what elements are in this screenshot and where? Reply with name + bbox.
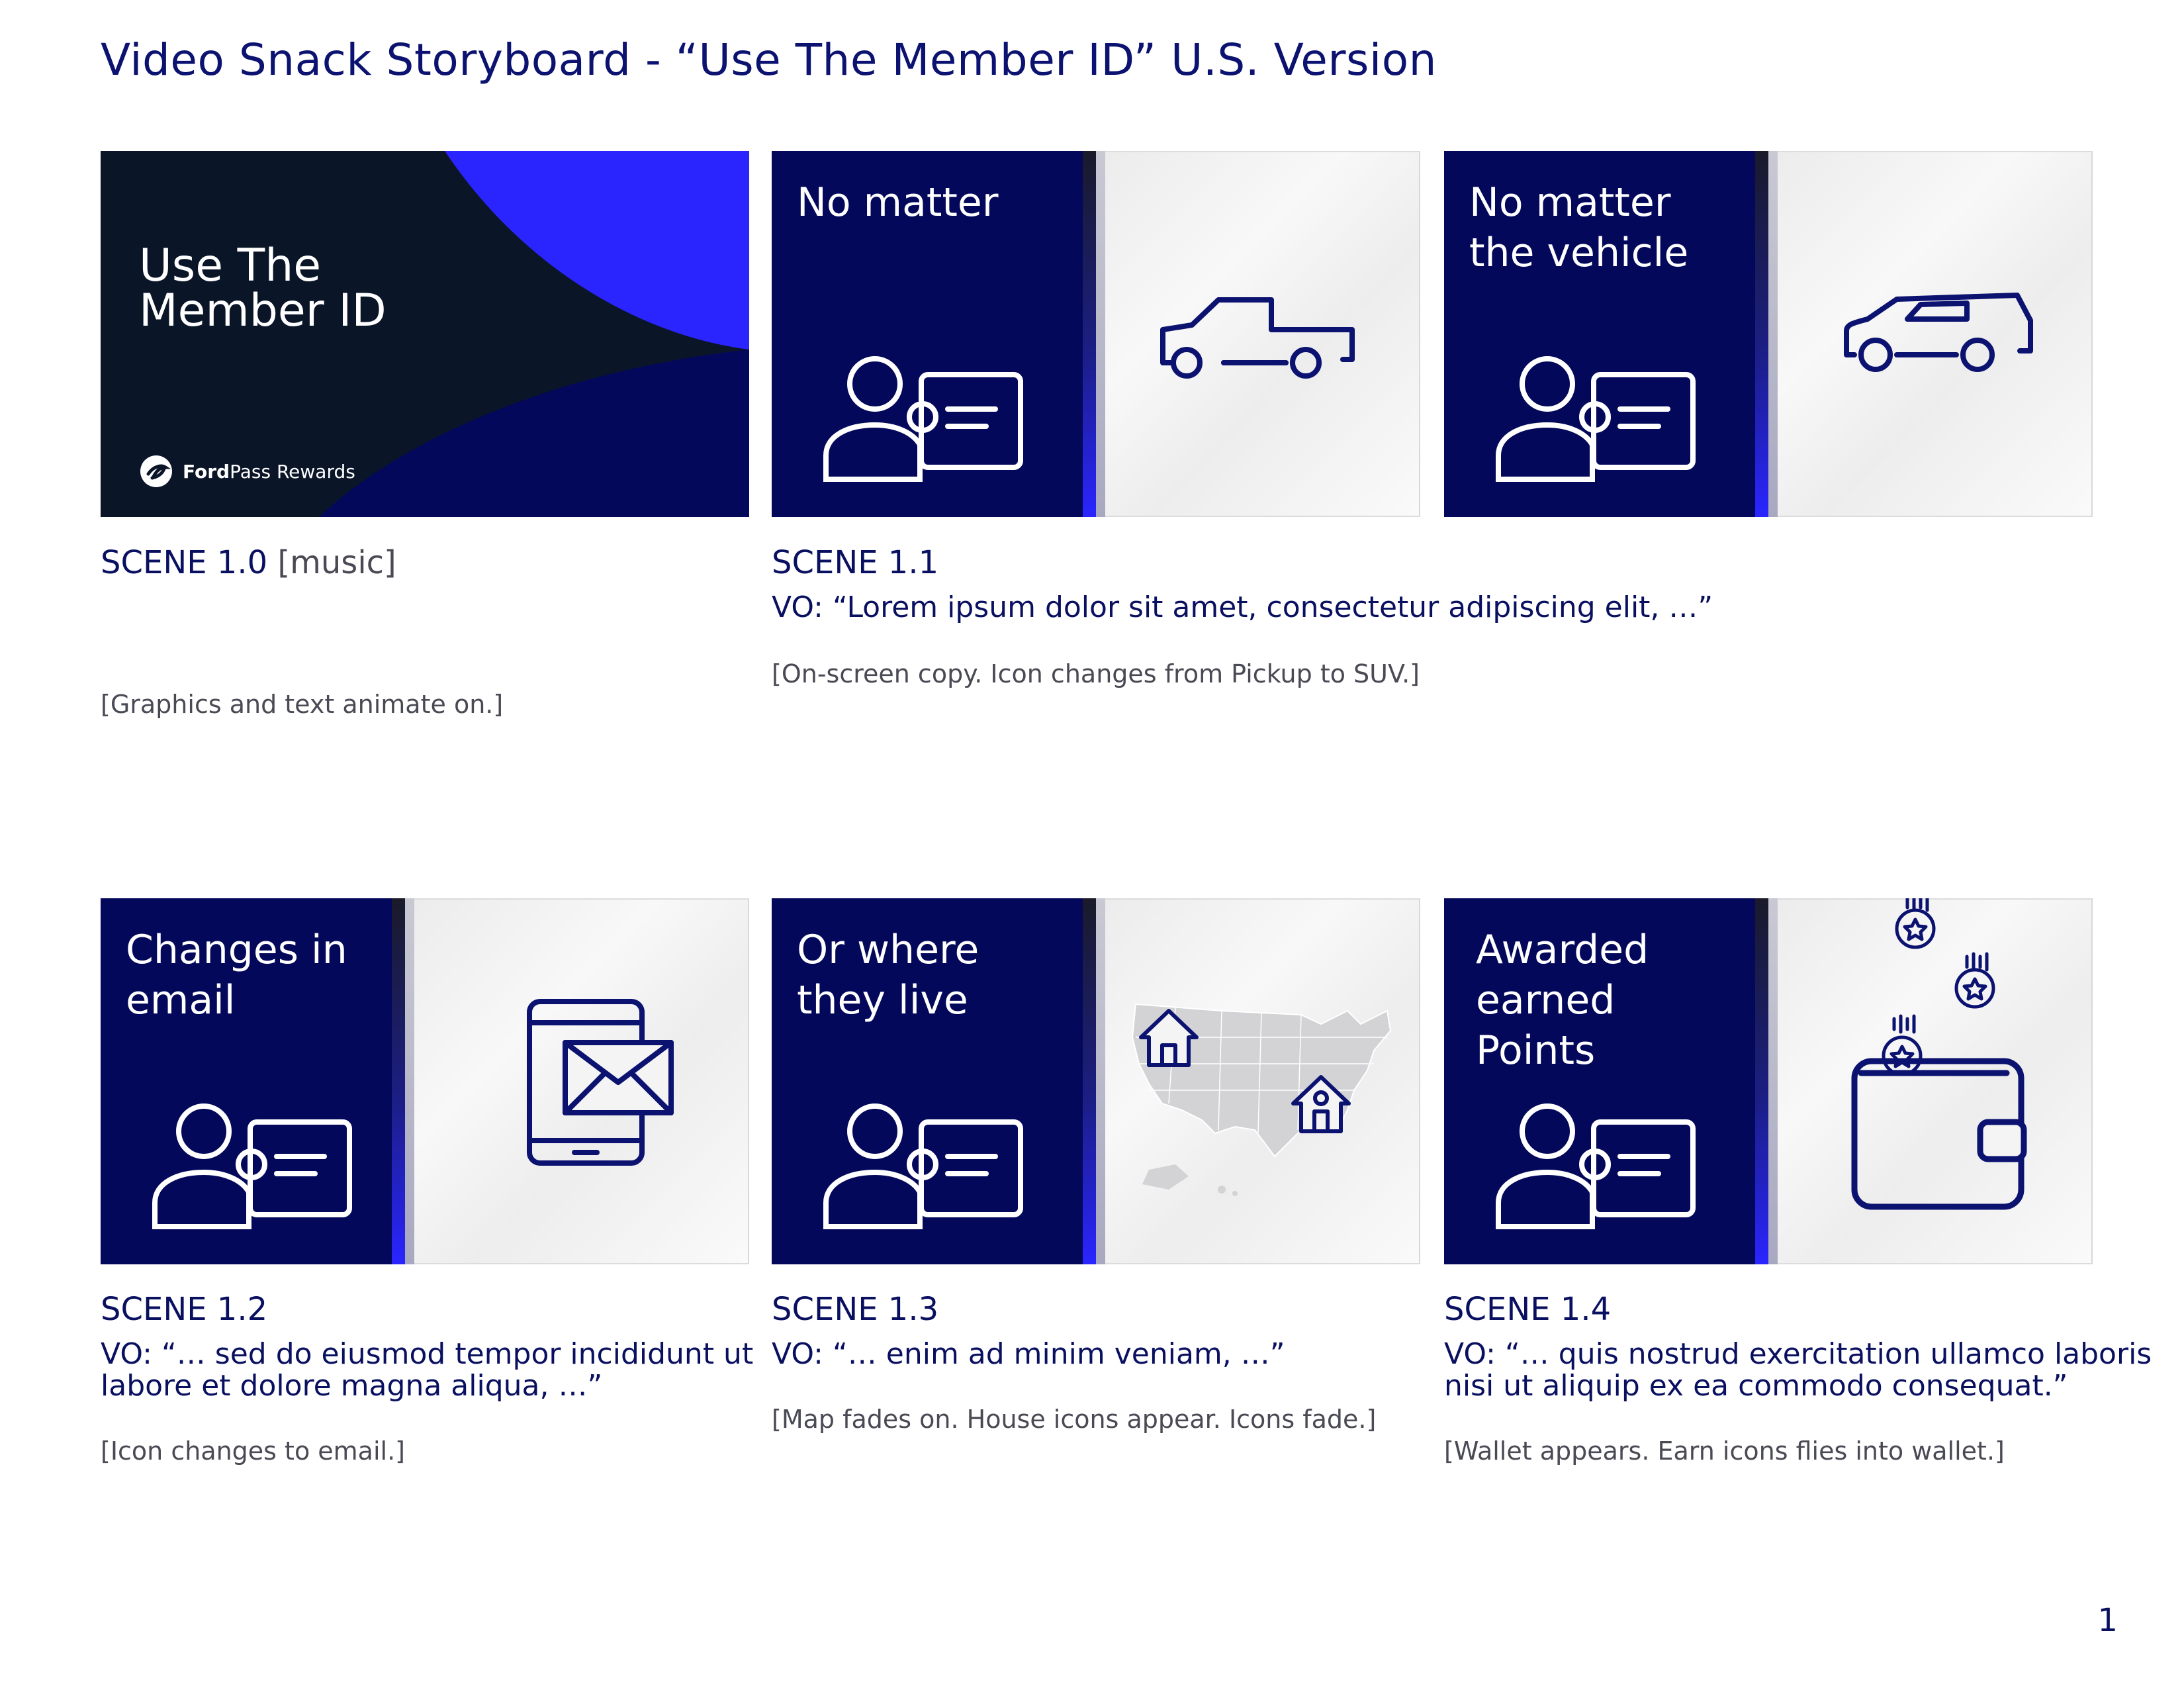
member-id-icon bbox=[151, 1103, 356, 1229]
frame-heading: Use The Member ID bbox=[139, 240, 387, 337]
wallet-with-coins bbox=[1841, 898, 2040, 1229]
us-map bbox=[1122, 991, 1400, 1203]
frame-scene-1-0 bbox=[101, 151, 749, 517]
scene-1-1-vo: VO: “Lorem ipsum dolor sit amet, consectetur adipiscing elit, …” bbox=[772, 590, 1713, 624]
scene-1-0-label: SCENE 1.0 [music] bbox=[101, 544, 396, 581]
star-coin-icon bbox=[1897, 898, 1934, 947]
star-coin-icon bbox=[1956, 954, 1993, 1007]
frame-text: No matter bbox=[797, 179, 999, 226]
scene-1-2-label: SCENE 1.2 bbox=[101, 1291, 268, 1328]
pickup-truck-icon bbox=[1159, 293, 1364, 386]
frame-scene-1-1-a bbox=[772, 151, 1420, 517]
phone-email-icon bbox=[524, 996, 676, 1168]
scene-1-4-label: SCENE 1.4 bbox=[1444, 1291, 1612, 1328]
scene-1-0-note: [Graphics and text animate on.] bbox=[101, 690, 504, 719]
frame-text: Awarded earned Points bbox=[1476, 927, 1649, 1074]
scene-1-4-note: [Wallet appears. Earn icons flies into wallet.] bbox=[1444, 1436, 2005, 1466]
suv-icon bbox=[1841, 290, 2040, 376]
scene-1-3-note: [Map fades on. House icons appear. Icons fade.] bbox=[772, 1405, 1377, 1434]
star-coin-icon bbox=[1884, 1016, 1921, 1074]
scene-1-3-label: SCENE 1.3 bbox=[772, 1291, 939, 1328]
page-number: 1 bbox=[2097, 1602, 2118, 1639]
scene-1-4-vo: VO: “… quis nostrud exercitation ullamco laboris nisi ut aliquip ex ea commodo consequat.” bbox=[1444, 1337, 2152, 1403]
member-id-icon bbox=[1494, 356, 1700, 482]
scene-1-3-vo: VO: “… enim ad minim veniam, …” bbox=[772, 1337, 1285, 1371]
fordpass-logo-icon bbox=[139, 454, 173, 489]
logo-rest: Pass Rewards bbox=[230, 460, 355, 483]
frame-text: Changes in email bbox=[126, 927, 347, 1023]
page-title: Video Snack Storyboard - “Use The Member ID” U.S. Version bbox=[101, 34, 1437, 85]
member-id-icon bbox=[1494, 1103, 1700, 1229]
member-id-icon bbox=[822, 1103, 1027, 1229]
scene-1-2-note: [Icon changes to email.] bbox=[101, 1436, 405, 1466]
frame-scene-1-4 bbox=[1444, 898, 2093, 1264]
scene-1-1-note: [On-screen copy. Icon changes from Pickup to SUV.] bbox=[772, 659, 1420, 688]
fordpass-logo bbox=[139, 454, 355, 489]
scene-1-0-music: [music] bbox=[267, 544, 396, 581]
scene-1-1-label: SCENE 1.1 bbox=[772, 544, 939, 581]
scene-1-2-vo: VO: “… sed do eiusmod tempor incididunt ut labore et dolore magna aliqua, …” bbox=[101, 1337, 754, 1403]
frame-scene-1-2 bbox=[101, 898, 749, 1264]
logo-bold: Ford bbox=[183, 460, 230, 483]
frame-text: No matter the vehicle bbox=[1469, 179, 1689, 276]
frame-scene-1-3 bbox=[772, 898, 1420, 1264]
member-id-icon bbox=[822, 356, 1027, 482]
wallet-icon bbox=[1854, 1061, 2024, 1207]
frame-text: Or where they live bbox=[797, 927, 979, 1023]
frame-scene-1-1-b bbox=[1444, 151, 2093, 517]
